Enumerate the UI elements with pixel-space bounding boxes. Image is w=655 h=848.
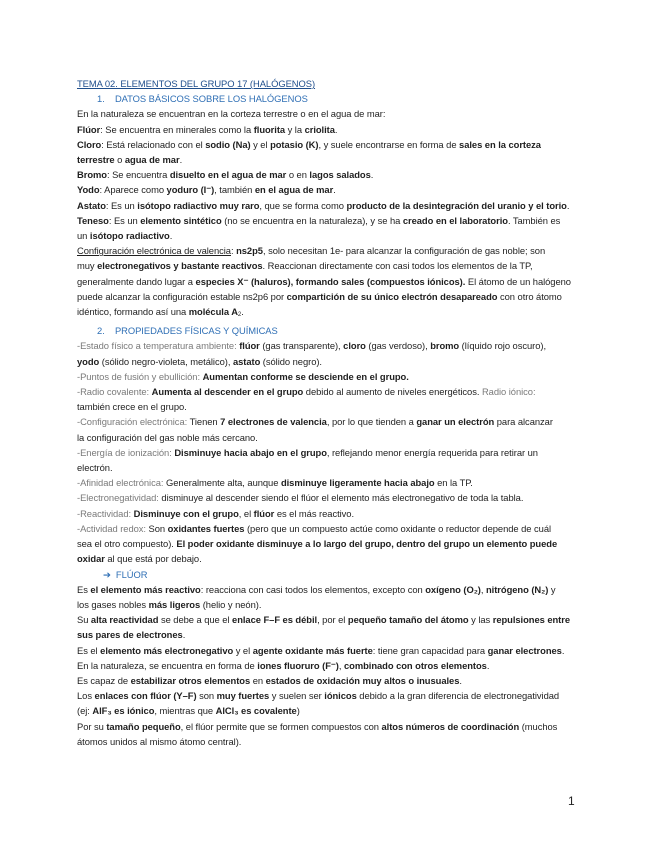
prop-estado: -Estado físico a temperatura ambiente: flúor (gas transparente), cloro (gas verdoso), bromo (líquido rojo oscuro), [77,340,547,352]
prop-electronegatividad: -Electronegatividad: disminuye al descender siendo el flúor el elemento más electronegativo de toda la tabla. [77,492,524,504]
document-page [77,76,580,749]
fluor-line-4: sus pares de electrones. [77,629,186,641]
fluor-line-1: Es el elemento más reactivo: reacciona con casi todos los elementos, excepto con oxígeno (O₂), nitrógeno (N₂) y [77,583,556,595]
prop-redox-2: sea el otro compuesto). El poder oxidante disminuye a lo largo del grupo, dentro del grupo un elemento puede [77,538,558,550]
fluor-line-7: Es capaz de estabilizar otros elementos en estados de oxidación muy altos o inusuales. [77,674,462,686]
paragraph-configuracion-5: idéntico, formando así una molécula $A_2$. [77,306,244,319]
fluor-line-8: Los enlaces con flúor (Y–F) son muy fuertes y suelen ser iónicos debido a la gran diferencia de electronegatividad [77,690,560,702]
paragraph-fluor: Flúor: Se encuentra en minerales como la fluorita y la criolita. [77,123,338,135]
section-heading-datos-basicos: 1. DATOS BÁSICOS SOBRE LOS HALÓGENOS [97,93,308,105]
prop-energia-cont: electrón. [77,462,113,474]
fluor-line-11: átomos unidos al mismo átomo central). [77,735,242,747]
fluor-line-5: Es el elemento más electronegativo y el agente oxidante más fuerte: tiene gran capacidad para ganar electrones. [77,644,565,656]
prop-redox: -Actividad redox: Son oxidantes fuertes (pero que un compuesto actúe como oxidante o reductor depende de cuál [77,522,552,534]
arrow-right-icon: ➔ [103,568,111,580]
prop-configuracion-cont: la configuración del gas noble más cercano. [77,431,258,443]
fluor-line-10: Por su tamaño pequeño, el flúor permite que se formen compuestos con altos números de coordinación (muchos [77,720,558,732]
paragraph-intro: En la naturaleza se encuentran en la corteza terrestre o en el agua de mar: [77,108,386,120]
paragraph-configuracion-3: generalmente dando lugar a especies X⁻ (haluros), formando sales (compuestos iónicos). El átomo de un halógeno [77,275,571,287]
paragraph-teneso: Teneso: Es un elemento sintético (no se encuentra en la naturaleza), y se ha creado en el laboratorio. También es [77,214,561,226]
prop-energia: -Energía de ionización: Disminuye hacia abajo en el grupo, reflejando menor energía requerida para retirar un [77,446,538,458]
paragraph-cloro-cont: terrestre o agua de mar. [77,154,183,166]
paragraph-astato: Astato: Es un isótopo radiactivo muy raro, que se forma como producto de la desintegración del uranio y el torio. [77,199,570,211]
paragraph-yodo: Yodo: Aparece como yoduro (I⁻), también en el agua de mar. [77,184,336,196]
paragraph-bromo: Bromo: Se encuentra disuelto en el agua de mar o en lagos salados. [77,169,374,181]
fluor-line-9: (ej: AlF₃ es iónico, mientras que AlCl₃ es covalente) [77,705,300,717]
prop-estado-cont: yodo (sólido negro-violeta, metálico), astato (sólido negro). [77,355,322,367]
fluor-line-6: En la naturaleza, se encuentra en forma de iones fluoruro (F⁻), combinado con otros elementos. [77,659,490,671]
paragraph-teneso-cont: un isótopo radiactivo. [77,230,173,242]
prop-reactividad: -Reactividad: Disminuye con el grupo, el flúor es el más reactivo. [77,507,355,519]
paragraph-configuracion-4: puede alcanzar la configuración estable ns2p6 por compartición de su único electrón desapareado con otro átomo [77,290,562,302]
document-title: TEMA 02. ELEMENTOS DEL GRUPO 17 (HALÓGENOS) [77,78,316,89]
prop-redox-3: oxidar al que está por debajo. [77,553,202,565]
section-heading-fluor: ➔ FLÚOR [103,568,148,580]
prop-configuracion: -Configuración electrónica: Tienen 7 electrones de valencia, por lo que tienden a ganar un electrón para alcanzar [77,416,553,428]
prop-afinidad: -Afinidad electrónica: Generalmente alta, aunque disminuye ligeramente hacia abajo en la TP. [77,477,473,489]
fluor-line-3: Su alta reactividad se debe a que el enlace F–F es débil, por el pequeño tamaño del átomo y las repulsiones entre [77,614,571,626]
page-number: 1 [568,794,575,808]
prop-puntos: -Puntos de fusión y ebullición: Aumentan conforme se desciende en el grupo. [77,370,409,382]
paragraph-cloro: Cloro: Está relacionado con el sodio (Na) y el potasio (K), y suele encontrarse en forma de sales en la corteza [77,138,541,150]
fluor-line-2: los gases nobles más ligeros (helio y neón). [77,598,262,610]
section-heading-propiedades: 2. PROPIEDADES FÍSICAS Y QUÍMICAS [97,325,278,337]
prop-radio-cont: también crece en el grupo. [77,401,187,413]
paragraph-configuracion: Configuración electrónica de valencia: ns2p5, solo necesitan 1e- para alcanzar la configuración de gas noble; son [77,245,546,257]
paragraph-configuracion-2: muy electronegativos y bastante reactivos. Reaccionan directamente con casi todos los elementos de la TP, [77,260,533,272]
prop-radio: -Radio covalente: Aumenta al descender en el grupo debido al aumento de niveles energéticos. Radio iónico: [77,386,536,398]
